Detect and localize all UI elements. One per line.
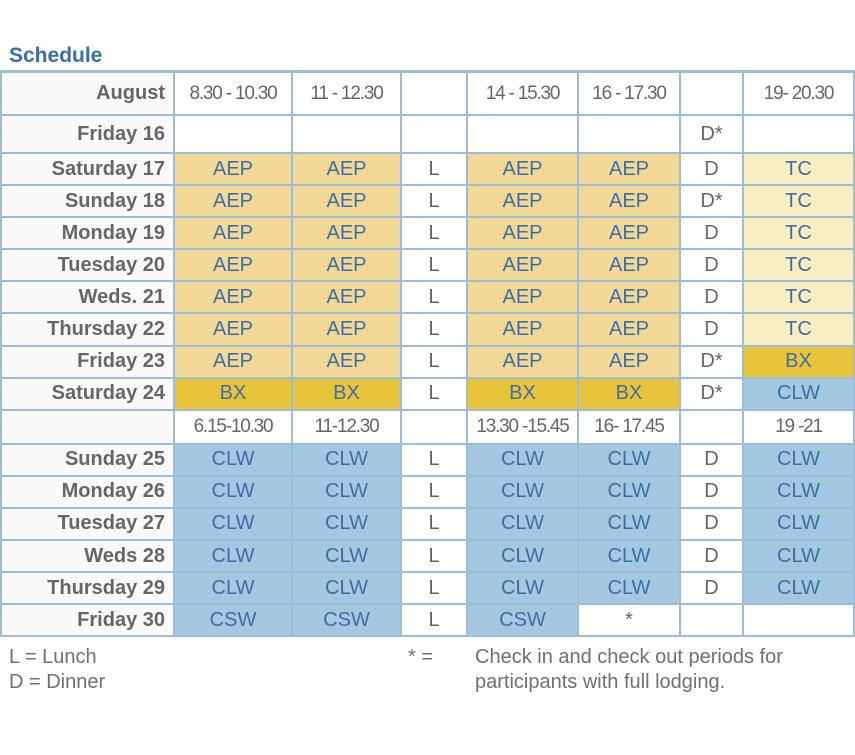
schedule-cell-slot-4: AEP bbox=[579, 186, 681, 218]
schedule-cell-slot-1 bbox=[175, 116, 293, 154]
schedule-cell-lunch: L bbox=[402, 509, 468, 541]
schedule-cell-dinner: D* bbox=[681, 116, 744, 154]
schedule-cell-slot-2: AEP bbox=[293, 347, 402, 379]
schedule-cell-dinner: D* bbox=[681, 379, 744, 411]
schedule-cell-slot-2: CLW bbox=[293, 541, 402, 573]
schedule-cell-slot-1: BX bbox=[175, 379, 293, 411]
schedule-cell-slot-5: BX bbox=[744, 347, 855, 379]
schedule-cell-slot-1: AEP bbox=[175, 186, 293, 218]
schedule-cell-slot-5: CLW bbox=[744, 477, 855, 509]
schedule-cell-slot-4: CLW bbox=[579, 509, 681, 541]
schedule-cell-slot-1: AEP bbox=[175, 250, 293, 282]
header-august-label: August bbox=[0, 73, 175, 116]
schedule-cell-slot-3: AEP bbox=[468, 154, 579, 186]
header-late-col-7: 19 -21 bbox=[744, 411, 855, 445]
legend-star-line-1: Check in and check out periods for bbox=[475, 646, 783, 668]
day-label: Monday 19 bbox=[0, 218, 175, 250]
schedule-cell-slot-2 bbox=[293, 116, 402, 154]
schedule-cell-slot-4: CLW bbox=[579, 541, 681, 573]
schedule-cell-slot-3: AEP bbox=[468, 282, 579, 314]
schedule-cell-slot-5: CLW bbox=[744, 541, 855, 573]
header-late-label bbox=[0, 411, 175, 445]
legend-star-key: * = bbox=[408, 646, 434, 668]
day-label: Friday 30 bbox=[0, 605, 175, 637]
header-august-col-4: 14 - 15.30 bbox=[468, 73, 579, 116]
schedule-cell-slot-1: CLW bbox=[175, 445, 293, 477]
schedule-cell-lunch: L bbox=[402, 445, 468, 477]
schedule-cell-lunch: L bbox=[402, 379, 468, 411]
header-late-col-3 bbox=[402, 411, 468, 445]
day-label: Monday 26 bbox=[0, 477, 175, 509]
schedule-cell-slot-1: AEP bbox=[175, 154, 293, 186]
schedule-cell-slot-2: CLW bbox=[293, 573, 402, 605]
schedule-cell-dinner: D bbox=[681, 445, 744, 477]
schedule-cell-slot-3 bbox=[468, 116, 579, 154]
header-august-col-5: 16 - 17.30 bbox=[579, 73, 681, 116]
schedule-cell-slot-4: AEP bbox=[579, 218, 681, 250]
day-label: Weds 28 bbox=[0, 541, 175, 573]
schedule-cell-lunch: L bbox=[402, 541, 468, 573]
schedule-cell-dinner bbox=[681, 605, 744, 637]
header-late-col-6 bbox=[681, 411, 744, 445]
day-label: Tuesday 20 bbox=[0, 250, 175, 282]
schedule-table bbox=[0, 70, 855, 638]
schedule-cell-lunch: L bbox=[402, 186, 468, 218]
schedule-cell-lunch: L bbox=[402, 154, 468, 186]
schedule-cell-slot-5: TC bbox=[744, 186, 855, 218]
day-label: Thursday 29 bbox=[0, 573, 175, 605]
schedule-cell-dinner: D bbox=[681, 477, 744, 509]
header-late-col-5: 16- 17.45 bbox=[579, 411, 681, 445]
schedule-cell-slot-5: TC bbox=[744, 282, 855, 314]
legend-lunch: L = Lunch bbox=[9, 646, 97, 668]
schedule-cell-slot-2: AEP bbox=[293, 314, 402, 346]
day-label: Tuesday 27 bbox=[0, 509, 175, 541]
header-late-col-1: 6.15-10.30 bbox=[175, 411, 293, 445]
schedule-cell-slot-1: CLW bbox=[175, 509, 293, 541]
schedule-cell-slot-3: AEP bbox=[468, 347, 579, 379]
page-title: Schedule bbox=[9, 44, 103, 67]
schedule-cell-slot-4: * bbox=[579, 605, 681, 637]
schedule-cell-dinner: D bbox=[681, 250, 744, 282]
schedule-cell-dinner: D* bbox=[681, 186, 744, 218]
header-august-col-2: 11 - 12.30 bbox=[293, 73, 402, 116]
schedule-cell-lunch: L bbox=[402, 250, 468, 282]
schedule-cell-slot-5 bbox=[744, 605, 855, 637]
schedule-cell-slot-3: BX bbox=[468, 379, 579, 411]
schedule-cell-slot-3: CLW bbox=[468, 573, 579, 605]
schedule-cell-slot-1: CLW bbox=[175, 573, 293, 605]
schedule-cell-lunch: L bbox=[402, 314, 468, 346]
schedule-cell-slot-5: TC bbox=[744, 250, 855, 282]
schedule-cell-slot-2: CLW bbox=[293, 477, 402, 509]
schedule-cell-dinner: D bbox=[681, 154, 744, 186]
schedule-cell-dinner: D bbox=[681, 218, 744, 250]
header-august-col-7: 19- 20.30 bbox=[744, 73, 855, 116]
schedule-cell-slot-3: CLW bbox=[468, 445, 579, 477]
schedule-cell-dinner: D bbox=[681, 314, 744, 346]
schedule-cell-slot-1: AEP bbox=[175, 314, 293, 346]
schedule-cell-slot-1: AEP bbox=[175, 218, 293, 250]
schedule-cell-slot-5: CLW bbox=[744, 573, 855, 605]
schedule-cell-slot-5: TC bbox=[744, 154, 855, 186]
schedule-cell-slot-1: CLW bbox=[175, 541, 293, 573]
schedule-cell-slot-2: AEP bbox=[293, 282, 402, 314]
legend-star-line-2: participants with full lodging. bbox=[475, 671, 726, 693]
header-august-col-1: 8.30 - 10.30 bbox=[175, 73, 293, 116]
schedule-cell-slot-5: CLW bbox=[744, 379, 855, 411]
schedule-cell-dinner: D bbox=[681, 573, 744, 605]
schedule-cell-slot-4: AEP bbox=[579, 282, 681, 314]
schedule-cell-lunch: L bbox=[402, 477, 468, 509]
day-label: Friday 23 bbox=[0, 347, 175, 379]
schedule-cell-slot-1: CLW bbox=[175, 477, 293, 509]
schedule-cell-slot-2: CLW bbox=[293, 445, 402, 477]
schedule-cell-slot-3: AEP bbox=[468, 314, 579, 346]
schedule-cell-slot-4 bbox=[579, 116, 681, 154]
schedule-cell-slot-4: AEP bbox=[579, 314, 681, 346]
schedule-cell-dinner: D bbox=[681, 282, 744, 314]
header-august-col-6 bbox=[681, 73, 744, 116]
schedule-cell-slot-5: CLW bbox=[744, 509, 855, 541]
schedule-cell-dinner: D* bbox=[681, 347, 744, 379]
schedule-cell-slot-4: CLW bbox=[579, 445, 681, 477]
schedule-cell-slot-5: TC bbox=[744, 314, 855, 346]
schedule-cell-slot-2: AEP bbox=[293, 186, 402, 218]
schedule-cell-slot-4: AEP bbox=[579, 250, 681, 282]
schedule-cell-slot-5: TC bbox=[744, 218, 855, 250]
schedule-cell-dinner: D bbox=[681, 509, 744, 541]
schedule-cell-slot-1: AEP bbox=[175, 282, 293, 314]
schedule-cell-slot-4: AEP bbox=[579, 154, 681, 186]
day-label: Friday 16 bbox=[0, 116, 175, 154]
schedule-cell-lunch: L bbox=[402, 573, 468, 605]
schedule-cell-slot-4: AEP bbox=[579, 347, 681, 379]
day-label: Sunday 18 bbox=[0, 186, 175, 218]
day-label: Saturday 17 bbox=[0, 154, 175, 186]
legend-dinner: D = Dinner bbox=[9, 671, 106, 693]
schedule-cell-slot-4: CLW bbox=[579, 573, 681, 605]
day-label: Thursday 22 bbox=[0, 314, 175, 346]
schedule-cell-slot-2: CLW bbox=[293, 509, 402, 541]
schedule-cell-slot-1: AEP bbox=[175, 347, 293, 379]
schedule-cell-slot-3: CLW bbox=[468, 509, 579, 541]
schedule-cell-lunch: L bbox=[402, 605, 468, 637]
schedule-cell-slot-3: CSW bbox=[468, 605, 579, 637]
schedule-cell-slot-3: CLW bbox=[468, 477, 579, 509]
schedule-cell-slot-1: CSW bbox=[175, 605, 293, 637]
schedule-cell-slot-5 bbox=[744, 116, 855, 154]
schedule-cell-slot-4: CLW bbox=[579, 477, 681, 509]
schedule-cell-lunch: L bbox=[402, 282, 468, 314]
day-label: Weds. 21 bbox=[0, 282, 175, 314]
schedule-cell-lunch bbox=[402, 116, 468, 154]
legend-star-text bbox=[475, 645, 783, 695]
schedule-cell-slot-2: BX bbox=[293, 379, 402, 411]
header-august-col-3 bbox=[402, 73, 468, 116]
schedule-cell-slot-2: CSW bbox=[293, 605, 402, 637]
schedule-cell-slot-2: AEP bbox=[293, 250, 402, 282]
legend-left bbox=[9, 645, 105, 695]
day-label: Saturday 24 bbox=[0, 379, 175, 411]
day-label: Sunday 25 bbox=[0, 445, 175, 477]
schedule-cell-dinner: D bbox=[681, 541, 744, 573]
schedule-cell-slot-5: CLW bbox=[744, 445, 855, 477]
schedule-cell-slot-2: AEP bbox=[293, 218, 402, 250]
schedule-cell-slot-3: AEP bbox=[468, 186, 579, 218]
schedule-cell-lunch: L bbox=[402, 218, 468, 250]
schedule-cell-lunch: L bbox=[402, 347, 468, 379]
schedule-cell-slot-3: CLW bbox=[468, 541, 579, 573]
schedule-cell-slot-3: AEP bbox=[468, 250, 579, 282]
header-late-col-4: 13.30 -15.45 bbox=[468, 411, 579, 445]
header-late-col-2: 11-12.30 bbox=[293, 411, 402, 445]
schedule-cell-slot-3: AEP bbox=[468, 218, 579, 250]
schedule-cell-slot-4: BX bbox=[579, 379, 681, 411]
schedule-cell-slot-2: AEP bbox=[293, 154, 402, 186]
